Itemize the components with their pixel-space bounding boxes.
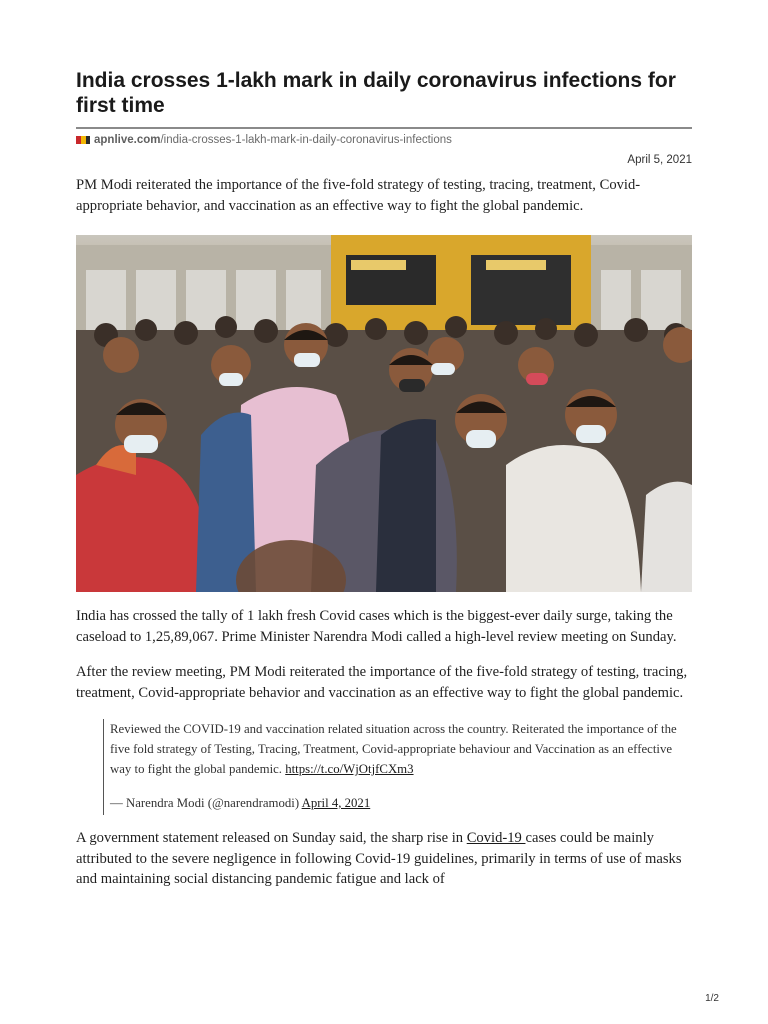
quote-link[interactable]: https://t.co/WjOtjfCXm3: [285, 762, 414, 776]
paragraph-2: After the review meeting, PM Modi reiterated the importance of the five-fold strategy of testing, tracing, treatment, Covid-appropriate behavior and vaccination as an effective way to fight the global pandemic.: [76, 664, 688, 701]
page-number: 1/2: [705, 993, 719, 1004]
article-title: India crosses 1-lakh mark in daily coronavirus infections for first time: [76, 69, 676, 117]
source-path: /india-crosses-1-lakh-mark-in-daily-coronavirus-infections: [160, 134, 452, 146]
crowd-photo: [76, 235, 692, 592]
source-url[interactable]: [76, 134, 692, 146]
title-divider: [76, 127, 692, 129]
source-domain: apnlive.com: [94, 134, 161, 146]
quote-text: Reviewed the COVID-19 and vaccination related situation across the country. Reiterated the importance of the five fold strategy of Testing, Tracing, Treatment, Covid-appropriate behaviour and Vaccination as an effective way to fight the global pandemic. https://t.co/WjOtjfCXm3: [110, 722, 677, 776]
paragraph-3: A government statement released on Sunday said, the sharp rise in Covid-19 cases could be mainly attributed to the severe negligence in following Covid-19 guidelines, primarily in terms of use of masks and maintaining social distancing pandemic fatigue and lack of: [76, 830, 682, 887]
tweet-quote: [103, 719, 692, 815]
article-date: April 5, 2021: [627, 154, 692, 166]
article: [76, 0, 692, 890]
article-lead: PM Modi reiterated the importance of the five-fold strategy of testing, tracing, treatment, Covid-appropriate behavior, and vaccination as an effective way to fight the global pandemic.: [76, 177, 641, 214]
covid-19-link[interactable]: Covid-19: [466, 830, 526, 846]
quote-date-link[interactable]: April 4, 2021: [301, 796, 371, 810]
quote-attribution: — Narendra Modi (@narendramodi) April 4, 2021: [110, 796, 371, 810]
paragraph-1: India has crossed the tally of 1 lakh fresh Covid cases which is the biggest-ever daily surge, taking the caseload to 1,25,89,067. Prime Minister Narendra Modi called a high-level review meeting on Sunday.: [76, 608, 677, 645]
site-favicon-icon: [76, 136, 90, 144]
crowd-photo-icon: [76, 235, 692, 592]
